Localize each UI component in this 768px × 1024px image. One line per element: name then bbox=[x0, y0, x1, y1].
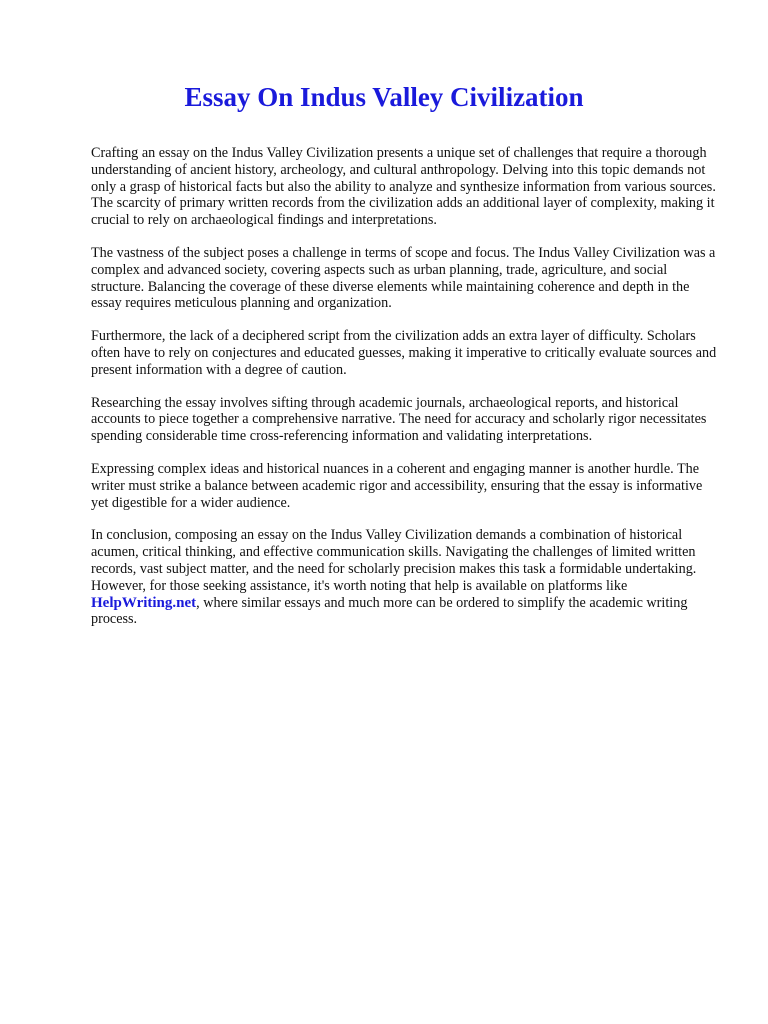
paragraph-3: Furthermore, the lack of a deciphered script from the civilization adds an extra layer of difficulty. Scholars often have to rely on conjectures and educated guesses, making it imperative to critically evaluate sources and present information with a degree of caution. bbox=[91, 328, 717, 378]
paragraph-5: Expressing complex ideas and historical nuances in a coherent and engaging manner is another hurdle. The writer must strike a balance between academic rigor and accessibility, ensuring that the essay is informative yet digestible for a wider audience. bbox=[91, 460, 703, 511]
paragraph-4: Researching the essay involves sifting through academic journals, archaeological reports, and historical accounts to piece together a comprehensive narrative. The need for accuracy and scholarly rigor necessitates spending considerable time cross-referencing information and validating interpretations. bbox=[91, 394, 707, 445]
paragraph-2: The vastness of the subject poses a challenge in terms of scope and focus. The Indus Valley Civilization was a complex and advanced society, covering aspects such as urban planning, trade, agriculture, and social structure. Balancing the coverage of these diverse elements while maintaining coherence and depth in the essay requires meticulous planning and organization. bbox=[91, 244, 716, 312]
page-title: Essay On Indus Valley Civilization bbox=[184, 82, 584, 112]
paragraph-1: Crafting an essay on the Indus Valley Civilization presents a unique set of challenges that require a thorough understanding of ancient history, archeology, and cultural anthropology. Delving into this topic demands not only a grasp of historical facts but also the ability to analyze and synthesize information from various sources. The scarcity of primary written records from the civilization adds an additional layer of complexity, making it crucial to rely on archaeological findings and interpretations. bbox=[91, 145, 716, 229]
conclusion-text-after-link: , where similar essays and much more can be ordered to simplify the academic writing process. bbox=[91, 594, 688, 628]
helpwriting-link[interactable]: HelpWriting.net bbox=[91, 594, 197, 611]
essay-body bbox=[91, 145, 721, 644]
paragraph-conclusion bbox=[91, 527, 721, 628]
conclusion-text-before-link: In conclusion, composing an essay on the Indus Valley Civilization demands a combination of historical acumen, critical thinking, and effective communication skills. Navigating the challenges of limited written records, vast subject matter, and the need for scholarly precision makes this task a formidable undertaking. However, for those seeking assistance, it's worth noting that help is available on platforms like bbox=[91, 527, 697, 594]
